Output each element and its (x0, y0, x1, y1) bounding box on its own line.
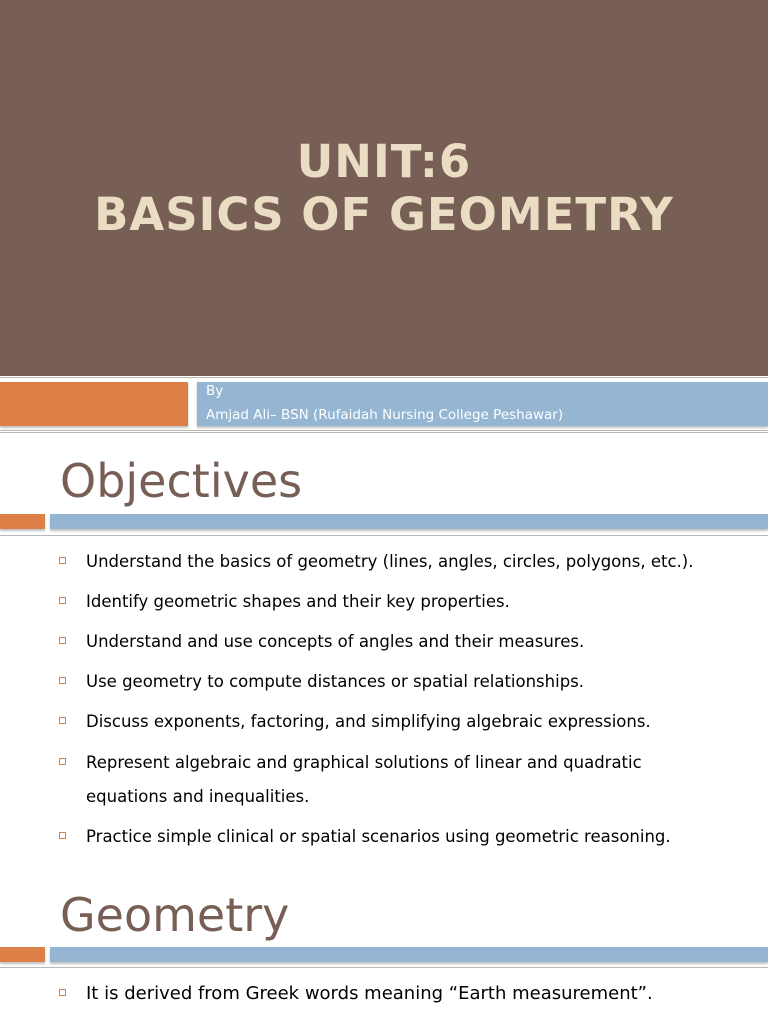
objective-item: Identify geometric shapes and their key properties. (86, 585, 746, 619)
byline-author: Amjad Ali– BSN (Rufaidah Nursing College Peshawar) (206, 407, 564, 423)
accent-band-blue (50, 514, 768, 529)
square-bullet-icon (59, 677, 66, 684)
objective-item: Practice simple clinical or spatial scenarios using geometric reasoning. (86, 820, 746, 854)
title-slide-panel (0, 0, 768, 376)
accent-band-orange (0, 947, 45, 962)
slide-separator (0, 432, 768, 433)
objectives-heading: Objectives (60, 454, 303, 508)
square-bullet-icon (59, 557, 66, 564)
geometry-heading: Geometry (60, 888, 290, 942)
square-bullet-icon (59, 989, 66, 996)
divider (0, 535, 768, 536)
square-bullet-icon (59, 637, 66, 644)
objective-item: Understand the basics of geometry (lines, angles, circles, polygons, etc.). (86, 545, 746, 579)
objective-item: Represent algebraic and graphical solutions of linear and quadratic equations and inequalities. (86, 746, 686, 814)
slide-title-line-2: BASICS OF GEOMETRY (94, 188, 674, 241)
square-bullet-icon (59, 717, 66, 724)
geometry-item: It is derived from Greek words meaning “Earth measurement”. (86, 977, 746, 1011)
objective-item: Understand and use concepts of angles and their measures. (86, 625, 746, 659)
accent-band-blue (50, 947, 768, 962)
slide-title-line-1: UNIT:6 (296, 135, 472, 188)
square-bullet-icon (59, 832, 66, 839)
accent-band-orange (0, 382, 188, 426)
square-bullet-icon (59, 597, 66, 604)
objective-item: Discuss exponents, factoring, and simplifying algebraic expressions. (86, 705, 746, 739)
objective-item: Use geometry to compute distances or spatial relationships. (86, 665, 746, 699)
divider (0, 430, 768, 431)
byline-label: By (206, 383, 224, 399)
square-bullet-icon (59, 758, 66, 765)
divider (0, 967, 768, 968)
accent-band-orange (0, 514, 45, 529)
divider (0, 377, 768, 378)
